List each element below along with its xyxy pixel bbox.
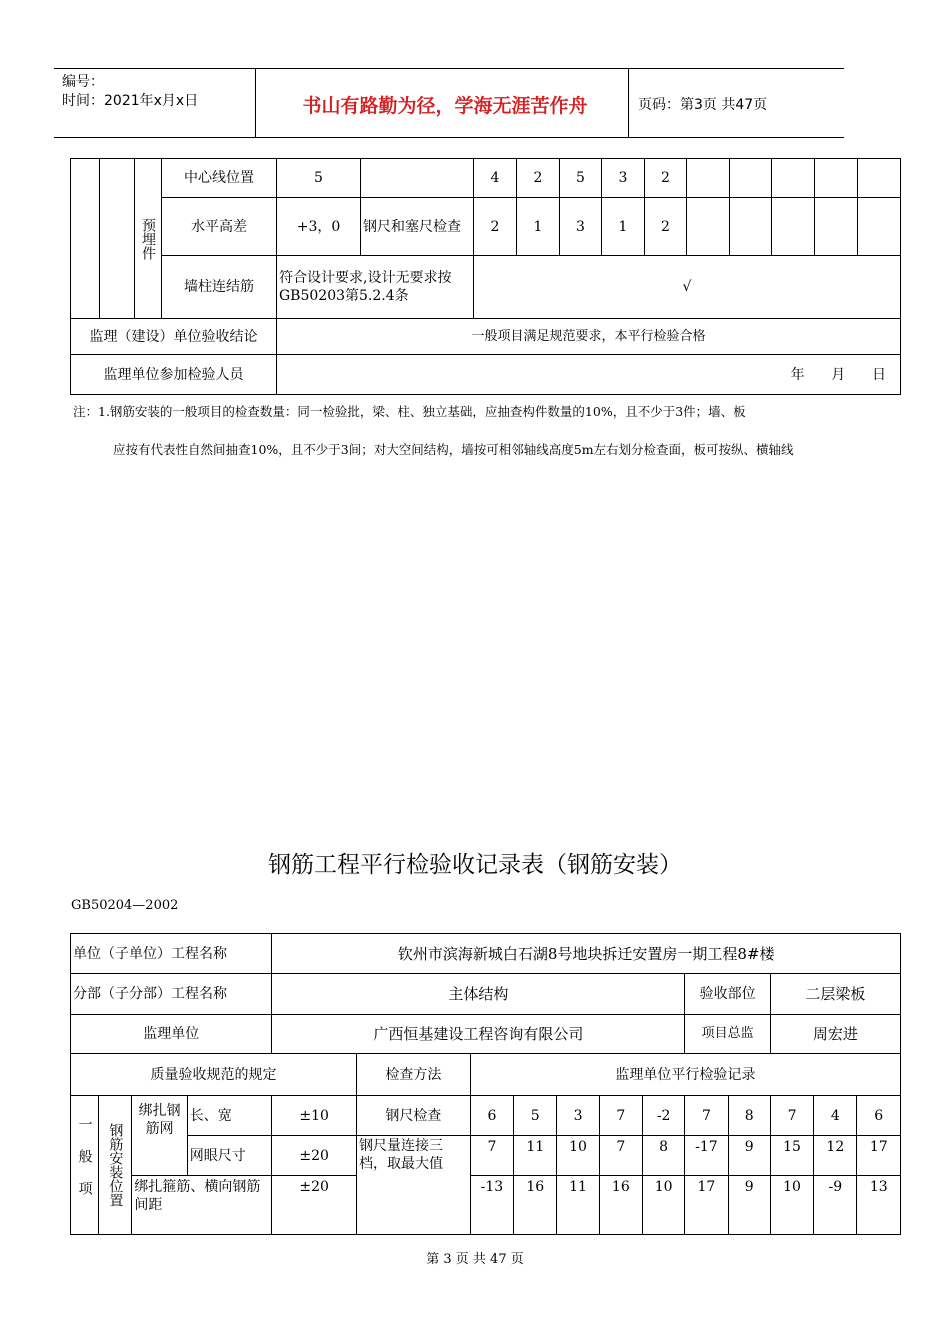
measure-cell: 6 (470, 1096, 513, 1136)
method-value: 钢尺检查 (357, 1096, 471, 1136)
table-row (71, 934, 901, 974)
standard-code: GB50204—2002 (71, 898, 179, 913)
measure-cell: 9 (728, 1136, 770, 1176)
measure-cell: 16 (514, 1176, 557, 1235)
tolerance-value: ±10 (272, 1096, 357, 1136)
blank-cell (100, 159, 135, 319)
general-items-label: 一般项 (71, 1096, 99, 1235)
measure-cell (815, 159, 858, 198)
measure-cell (687, 198, 730, 256)
method-value (361, 159, 474, 198)
item-label: 长、宽 (187, 1096, 272, 1136)
measure-cell: 17 (857, 1136, 901, 1176)
measure-cell: 6 (857, 1096, 901, 1136)
sub-project-value: 主体结构 (272, 974, 685, 1015)
tolerance-value: ±20 (272, 1176, 357, 1235)
measure-cell: 17 (685, 1176, 728, 1235)
form-title: 钢筋工程平行检验收记录表（钢筋安装） (268, 852, 682, 878)
embedded-group-label: 预埋件 (135, 159, 162, 319)
measure-cell: 10 (770, 1176, 813, 1235)
page-footer: 第 3 页 共 47 页 (426, 1252, 524, 1267)
unit-name-label: 单位（子单位）工程名称 (71, 934, 272, 974)
note-line-2: 应按有代表性自然间抽查10%，且不少于3间；对大空间结构，墙按可相邻轴线高度5m左右划分检查面，板可按纵、横轴线 (113, 442, 794, 457)
measure-cell: -17 (685, 1136, 728, 1176)
part-value: 二层梁板 (770, 974, 900, 1015)
tolerance-value: +3，0 (277, 198, 361, 256)
measure-cell: 5 (514, 1096, 557, 1136)
measure-cell: 1 (517, 198, 560, 256)
table-row (71, 1096, 901, 1136)
requirement-value: 符合设计要求,设计无要求按GB50203第5.2.4条 (277, 256, 474, 319)
method-value: 钢尺量连接三档，取最大值 (357, 1136, 471, 1235)
measure-cell: 8 (642, 1136, 684, 1176)
table-row (71, 256, 901, 319)
conclusion-row (71, 319, 901, 355)
measure-cell: 8 (728, 1096, 770, 1136)
measure-cell (858, 159, 901, 198)
measure-cell (858, 198, 901, 256)
item-label: 网眼尺寸 (187, 1136, 272, 1176)
header-page-info: 页码：第3页 共47页 (638, 97, 768, 113)
measure-cell: 7 (770, 1096, 813, 1136)
item-label: 水平高差 (162, 198, 277, 256)
measure-cell: 7 (599, 1096, 642, 1136)
measure-cell: 7 (685, 1096, 728, 1136)
col-method-header: 检查方法 (357, 1054, 471, 1096)
conclusion-value: 一般项目满足规范要求，本平行检验合格 (277, 319, 901, 355)
measure-cell: 5 (560, 159, 602, 198)
measure-cell (687, 159, 730, 198)
measure-cell: -13 (470, 1176, 513, 1235)
tolerance-value: ±20 (272, 1136, 357, 1176)
measure-cell: 2 (474, 198, 517, 256)
table-row (71, 1015, 901, 1054)
measure-cell: 3 (560, 198, 602, 256)
measure-cell (815, 198, 858, 256)
header-motto: 书山有路勤为径，学海无涯苦作舟 (302, 95, 588, 117)
unit-name-value: 钦州市滨海新城白石湖8号地块拆迁安置房一期工程8#楼 (272, 934, 901, 974)
bottom-inspection-table (70, 933, 901, 1235)
table-row (71, 1136, 901, 1176)
col-spec-header: 质量验收规范的规定 (71, 1054, 357, 1096)
chief-label: 项目总监 (685, 1015, 771, 1054)
header-divider (255, 69, 256, 137)
measure-cell (730, 198, 772, 256)
table-row (71, 974, 901, 1015)
measure-cell: 4 (474, 159, 517, 198)
result-check: √ (474, 256, 901, 319)
time-label: 时间：2021年x月x日 (62, 93, 199, 109)
measure-cell: -9 (814, 1176, 857, 1235)
measure-cell (772, 159, 815, 198)
measure-cell: 7 (470, 1136, 513, 1176)
measure-cell: 13 (857, 1176, 901, 1235)
chief-value: 周宏进 (770, 1015, 900, 1054)
measure-cell: 2 (517, 159, 560, 198)
measure-cell: 11 (514, 1136, 557, 1176)
measure-cell: 10 (642, 1176, 684, 1235)
measure-cell (772, 198, 815, 256)
measure-cell: 1 (602, 198, 645, 256)
measure-cell: 12 (814, 1136, 857, 1176)
tolerance-value: 5 (277, 159, 361, 198)
measure-cell: 4 (814, 1096, 857, 1136)
top-inspection-table (70, 158, 901, 395)
part-label: 验收部位 (685, 974, 771, 1015)
measure-cell: 2 (645, 198, 687, 256)
blank-cell (71, 159, 100, 319)
measure-cell: 15 (770, 1136, 813, 1176)
mesh-label: 绑扎钢筋网 (132, 1096, 187, 1176)
item-label: 中心线位置 (162, 159, 277, 198)
inspectors-label: 监理单位参加检验人员 (71, 355, 277, 395)
date-field: 年 月 日 (277, 355, 901, 395)
install-position-label: 钢筋安装位置 (99, 1096, 132, 1235)
measure-cell: 2 (645, 159, 687, 198)
conclusion-label: 监理（建设）单位验收结论 (71, 319, 277, 355)
measure-cell: 3 (557, 1096, 599, 1136)
measure-cell: 10 (557, 1136, 599, 1176)
note-line-1: 注：1.钢筋安装的一般项目的检查数量：同一检验批，梁、柱、独立基础，应抽查构件数量的10%，且不少于3件；墙、板 (73, 404, 746, 419)
measure-cell: 9 (728, 1176, 770, 1235)
measure-cell: 3 (602, 159, 645, 198)
table-row (71, 1176, 901, 1235)
supervisor-label: 监理单位 (71, 1015, 272, 1054)
item-label: 墙柱连结筋 (162, 256, 277, 319)
measure-cell: 11 (557, 1176, 599, 1235)
measure-cell: 7 (599, 1136, 642, 1176)
table-row (71, 198, 901, 256)
table-header-row (71, 1054, 901, 1096)
method-value: 钢尺和塞尺检查 (361, 198, 474, 256)
supervisor-value: 广西恒基建设工程咨询有限公司 (272, 1015, 685, 1054)
number-label: 编号： (62, 74, 104, 90)
item-label: 绑扎箍筋、横向钢筋间距 (132, 1176, 272, 1235)
inspectors-row (71, 355, 901, 395)
header-meta (62, 73, 198, 111)
table-row (71, 159, 901, 198)
col-record-header: 监理单位平行检验记录 (470, 1054, 900, 1096)
measure-cell: -2 (642, 1096, 684, 1136)
measure-cell: 16 (599, 1176, 642, 1235)
measure-cell (730, 159, 772, 198)
sub-project-label: 分部（子分部）工程名称 (71, 974, 272, 1015)
page-header (54, 68, 844, 138)
